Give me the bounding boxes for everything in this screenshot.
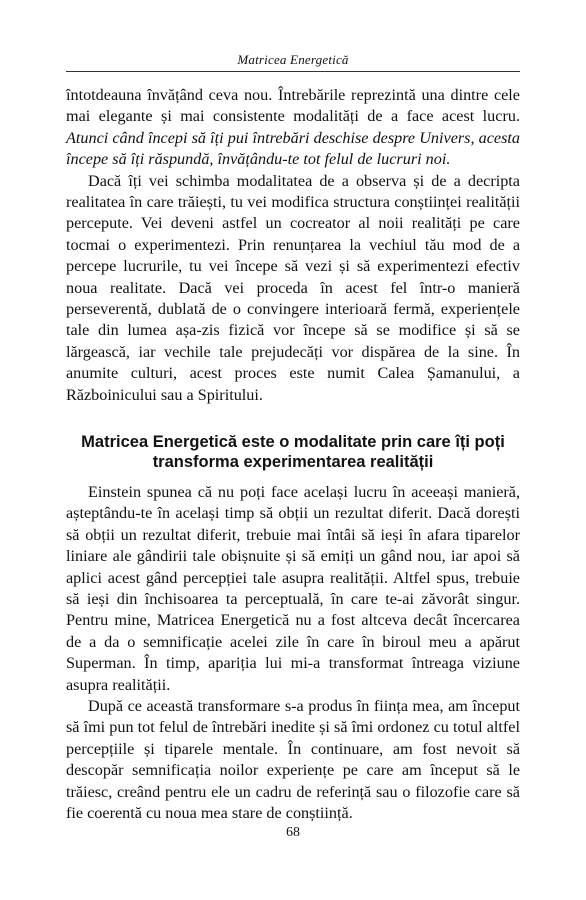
paragraph-text: întotdeauna învățând ceva nou. Întrebările reprezintă una dintre cele mai elegante și mai consistente modalități de a face acest lucru. [66, 86, 520, 126]
paragraph-continuation [66, 85, 520, 171]
header-rule [66, 71, 520, 72]
section-heading: Matricea Energetică este o modalitate prin care îți poți transforma experimentarea realității [81, 433, 505, 471]
paragraph: Einstein spunea că nu poți face același lucru în aceeași manieră, așteptându-te în același timp să obții un rezultat diferit. Dacă dorești să obții un rezultat diferit, trebuie mai întâi să ieși în afara tiparelor liniare ale gândirii tale obișnuite și să emiți un gând nou, iar apoi să aplici acest gând percepției tale asupra realității. Altfel spus, trebuie să ieși din închisoarea ta perceptuală, în care te-ai zăvorât singur. Pentru mine, Matricea Energetică nu a fost altceva decât încercarea de a da o semnificație acelei zile în care în biroul meu a apărut Superman. În timp, apariția lui mi-a transformat întreaga viziune asupra realității. [66, 483, 520, 694]
paragraph: Dacă îți vei schimba modalitatea de a observa și de a decripta realitatea în care trăiești, tu vei modifica structura conștiinței realității percepute. Vei deveni astfel un cocreator al noii realități pe care tocmai o experimentezi. Prin renunțarea la vechiul tău mod de a percepe lucrurile, tu vei începe să vezi și să experimentezi efectiv noua realitate. Dacă vei proceda în acest fel într-o manieră perseverentă, dublată de o convingere interioară fermă, experiențele tale din lumea așa-zis fizică vor începe să se modifice și să se lărgească, iar vechile tale prejudecăți vor dispărea de la sine. În anumite culturi, acest proces este numit Calea Șamanului, a Războinicului sau a Spiritului. [66, 171, 520, 404]
text-block-bottom [66, 482, 520, 825]
emphasized-text: Atunci când începi să îți pui întrebări deschise despre Univers, acesta începe să îți răspundă, învățându-te tot felul de lucruri noi. [66, 128, 520, 169]
running-head: Matricea Energetică [237, 52, 349, 67]
text-block-top [66, 85, 520, 406]
page-number: 68 [286, 825, 300, 840]
paragraph: După ce această transformare s-a produs în ființa mea, am început să îmi pun tot felul de întrebări inedite și să îmi ordonez cu totul altfel percepțiile și tiparele mentale. În continuare, am fost nevoit să descopăr semnificația noilor experiențe pe care am început să le trăiesc, creând pentru ele un cadru de referință sau o filozofie care să fie coerentă cu noua mea stare de conștiință. [66, 697, 520, 823]
